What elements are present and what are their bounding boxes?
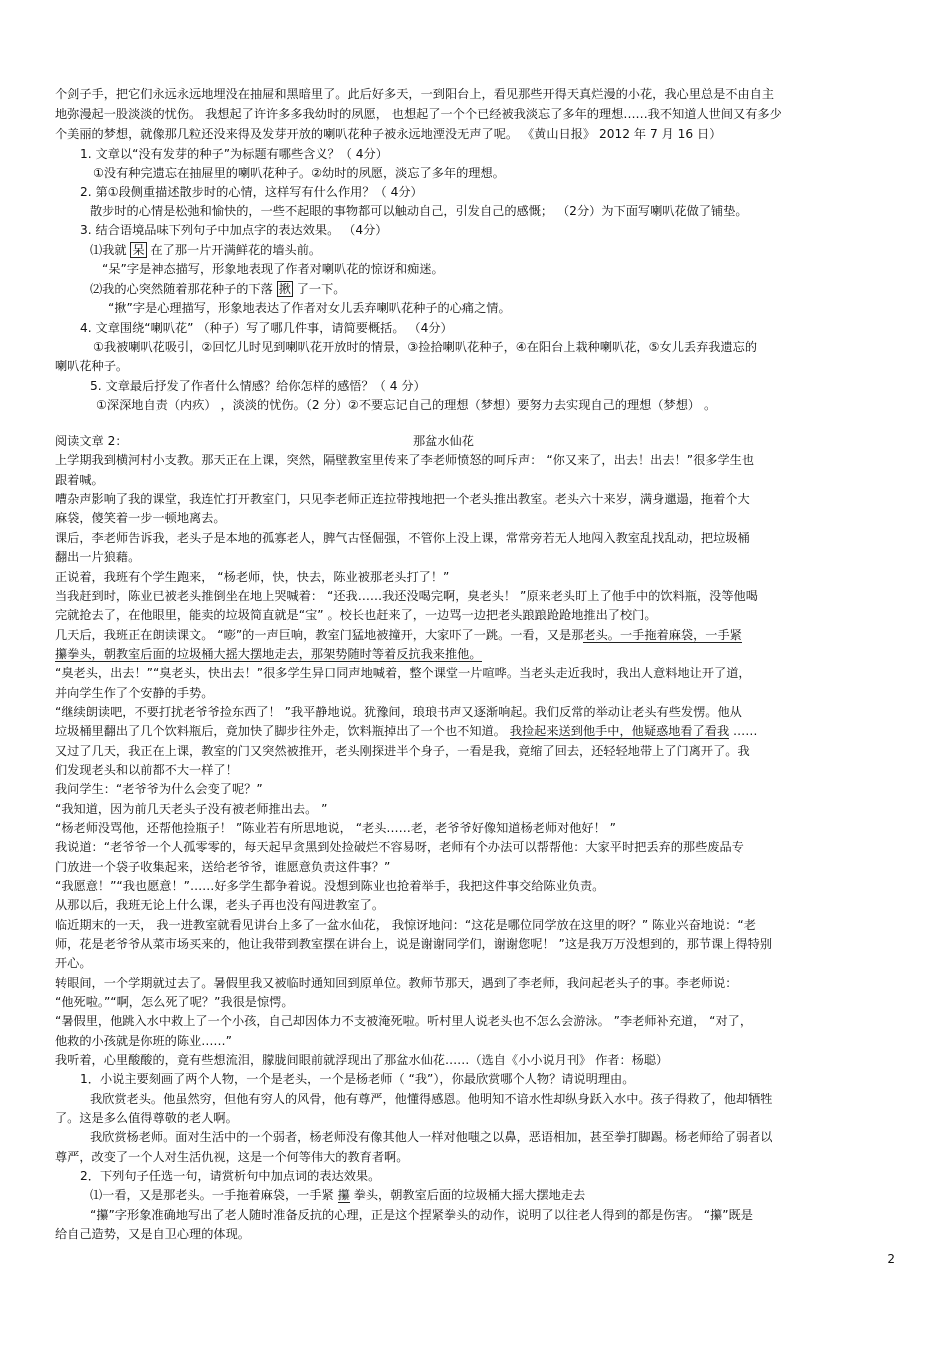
article-line: “暑假里，他跳入水中救上了一个小孩，自己却因体力不支被淹死啦。听村里人说老头也不怎么会游泳。 ”李老师补充道， “对了， xyxy=(55,1014,753,1028)
article-line: 课后，李老师告诉我，老头子是本地的孤寡老人，脾气古怪倔强，不管你上没上课，常常旁若无人地闯入教室乱找乱动，把垃圾桶 xyxy=(55,531,750,545)
answer-5: ①深深地自责（内疚） ，淡淡的忧伤。（2 分）②不要忘记自己的理想（梦想）要努力去实现自己的理想（梦想） 。 xyxy=(96,398,717,412)
underlined-phrase: 老头。一手拖着麻袋，一手紧 xyxy=(583,628,742,642)
article-line: 正说着，我班有个学生跑来， “杨老师，快，快去，陈业被那老头打了！” xyxy=(55,570,450,584)
article-line: “他死啦。”“啊，怎么死了呢？”我很是惊愕。 xyxy=(55,995,294,1009)
article-line: 们发现老头和以前都不大一样了！ xyxy=(55,763,238,777)
article-line: 他救的小孩就是你班的陈业……” xyxy=(55,1034,232,1048)
answer-2-1-line-1: 我欣赏老头。他虽然穷，但他有穷人的风骨，他有尊严，他懂得感恩。他明知不谙水性却纵身跃入水中。孩子得救了，他却牺牲 xyxy=(90,1092,773,1106)
article-line: 并向学生作了个安静的手势。 xyxy=(55,686,214,700)
dotted-word: 攥 xyxy=(337,1188,350,1202)
article-line: 完就抢去了，在他眼里，能卖的垃圾简直就是“宝” 。校长也赶来了，一边骂一边把老头踉踉跄跄地推出了校门。 xyxy=(55,608,657,622)
intro-line-3: 个美丽的梦想，就像那几粒还没来得及发芽开放的喇叭花种子被永远地湮没无声了呢。 《黄山日报》 2012 年 7 月 16 日） xyxy=(55,127,722,141)
answer-2-1-line-4: 尊严，改变了一个人对生活仇视，这是一个何等伟大的教育者啊。 xyxy=(55,1150,409,1164)
answer-4-line-2: 喇叭花种子。 xyxy=(55,359,129,373)
answer-2: 散步时的心情是松弛和愉快的，一些不起眼的事物都可以触动自己，引发自己的感慨； （2分）为下面写喇叭花做了铺垫。 xyxy=(90,204,748,218)
sentence-1-answer: “呆”字是神态描写，形象地表现了作者对喇叭花的惊讶和痴迷。 xyxy=(102,262,444,276)
article-line: 翻出一片狼藉。 xyxy=(55,550,141,564)
answer-4-line-1: ①我被喇叭花吸引，②回忆儿时见到喇叭花开放时的情景，③捡拾喇叭花种子，④在阳台上栽种喇叭花，⑤女儿丢弃我遗忘的 xyxy=(93,340,758,354)
answer-2-1-line-3: 我欣赏杨老师。面对生活中的一个弱者，杨老师没有像其他人一样对他嗤之以鼻，恶语相加，甚至拳打脚踢。杨老师给了弱者以 xyxy=(90,1130,773,1144)
article-line: 师，花是老爷爷从菜市场买来的，他让我带到教室摆在讲台上，说是谢谢同学们，谢谢您呢！ ”这是我万万没想到的，那节课上得特别 xyxy=(55,937,773,951)
article-line-underlined: 垃圾桶里翻出了几个饮料瓶后，竟加快了脚步往外走，饮料瓶掉出了一个也不知道。 我捡起来送到他手中，他疑惑地看了看我 …… xyxy=(55,724,758,738)
dotted-char-box: 呆 xyxy=(132,243,145,257)
article-line: 从那以后，我班无论上什么课，老头子再也没有闯进教室了。 xyxy=(55,898,385,912)
sentence-1: ⑴我就 呆 在了那一片开满鲜花的墙头前。 xyxy=(90,243,322,257)
article-line: 我问学生：“老爷爷为什么会变了呢？” xyxy=(55,782,263,796)
sentence-2-2: ⑴一看，又是那老头。一手拖着麻袋，一手紧 攥 拳头，朝教室后面的垃圾桶大摇大摆地走去 xyxy=(90,1188,586,1202)
article-line: “我知道，因为前几天老头子没有被老师推出去。 ” xyxy=(55,802,328,816)
article-line: 门放进一个袋子收集起来，送给老爷爷，谁愿意负责这件事？” xyxy=(55,860,391,874)
article-line: 嘈杂声影响了我的课堂，我连忙打开教室门，只见李老师正连拉带拽地把一个老头推出教室。老头六十来岁，满身邋遢，拖着个大 xyxy=(55,492,750,506)
answer-2-1-line-2: 了。这是多么值得尊敬的老人啊。 xyxy=(55,1111,238,1125)
answer-2-2-line-2: 给自己造势，又是自卫心理的体现。 xyxy=(55,1227,250,1241)
article-line: 开心。 xyxy=(55,956,92,970)
article-line: 我听着，心里酸酸的，竟有些想流泪，朦胧间眼前就浮现出了那盆水仙花……（选自《小小说月刊》 作者：杨聪） xyxy=(55,1053,669,1067)
article-line: 上学期我到横河村小支教。那天正在上课，突然，隔壁教室里传来了李老师愤怒的呵斥声： “你又来了，出去！出去！”很多学生也 xyxy=(55,453,755,467)
answer-1: ①没有种完遗忘在抽屉里的喇叭花种子。②幼时的夙愿，淡忘了多年的理想。 xyxy=(93,166,505,180)
article-line-underlined xyxy=(55,646,482,662)
question-2-1: 1．小说主要刻画了两个人物，一个是老头，一个是杨老师（ “我”），你最欣赏哪个人物？请说明理由。 xyxy=(80,1072,635,1086)
sentence-2: ⑵我的心突然随着那花种子的下落 揪 了一下。 xyxy=(90,282,346,296)
article-line-underlined: 几天后，我班正在朗读课文。 “嘭”的一声巨响，教室门猛地被撞开，大家吓了一跳。一看，又是那老头。一手拖着麻袋，一手紧 xyxy=(55,628,742,642)
sentence-2-answer: “揪”字是心理描写，形象地表达了作者对女儿丢弃喇叭花种子的心痛之情。 xyxy=(108,301,511,315)
article-line: 临近期末的一天， 我一进教室就看见讲台上多了一盆水仙花， 我惊讶地问：“这花是哪位同学放在这里的呀？” 陈业兴奋地说：“老 xyxy=(55,918,756,932)
underlined-phrase: 攥拳头，朝教室后面的垃圾桶大摇大摆地走去，那架势随时等着反抗我来推他。 xyxy=(55,647,482,661)
article-line: 麻袋，傻笑着一步一顿地离去。 xyxy=(55,511,226,525)
article-line: 我说道：“老爷爷一个人孤零零的，每天起早贪黑到处捡破烂不容易呀，老师有个办法可以帮帮他：大家平时把丢弃的那些废品专 xyxy=(55,840,744,854)
article-2-title: 那盆水仙花 xyxy=(413,434,474,448)
underlined-phrase: 我捡起来送到他手中，他疑惑地看了看我 xyxy=(509,724,730,738)
intro-line-2: 地弥漫起一股淡淡的忧伤。 我想起了许许多多我幼时的夙愿， 也想起了一个个已经被我淡忘了多年的理想……我不知道人世间又有多少 xyxy=(55,107,782,121)
question-5: 5. 文章最后抒发了作者什么情感？给你怎样的感悟？（ 4 分） xyxy=(90,379,426,393)
answer-2-2-line-1: “攥”字形象准确地写出了老人随时准备反抗的心理，正是这个捏紧拳头的动作，说明了以往老人得到的都是伤害。 “攥”既是 xyxy=(90,1208,753,1222)
question-2-2: 2．下列句子任选一句，请赏析句中加点词的表达效果。 xyxy=(80,1169,381,1183)
question-1: 1. 文章以“没有发芽的种子”为标题有哪些含义？（ 4分） xyxy=(80,147,388,161)
article-line: “我愿意！”“我也愿意！”……好多学生都争着说。没想到陈业也抢着举手，我把这件事交给陈业负责。 xyxy=(55,879,605,893)
article-line: “臭老头，出去！”“臭老头，快出去！”很多学生异口同声地喊着，整个课堂一片喧哗。当老头走近我时，我出人意料地让开了道， xyxy=(55,666,751,680)
article-line: “杨老师没骂他，还帮他捡瓶子！ ”陈业若有所思地说， “老头……老，老爷爷好像知道杨老师对他好！ ” xyxy=(55,821,616,835)
article-2-label: 阅读文章 2： xyxy=(55,434,128,448)
article-line: 当我赶到时，陈业已被老头推倒坐在地上哭喊着： “还我……我还没喝完啊，臭老头！ ”原来老头盯上了他手中的饮料瓶，没等他喝 xyxy=(55,589,758,603)
article-line: 又过了几天，我正在上课，教室的门又突然被推开，老头刚探进半个身子，一看是我，竟缩了回去，还轻轻地带上了门离开了。我 xyxy=(55,744,750,758)
dotted-char-box: 揪 xyxy=(278,282,291,296)
intro-line-1: 个剑子手，把它们永远永远地埋没在抽屉和黑暗里了。此后好多天，一到阳台上，看见那些开得天真烂漫的小花，我心里总是不由自主 xyxy=(55,87,775,101)
article-line: “继续朗读吧，不要打扰老爷爷捡东西了！ ”我平静地说。犹豫间，琅琅书声又逐渐响起。我们反常的举动让老头有些发愣。他从 xyxy=(55,705,742,719)
question-4: 4. 文章围绕“喇叭花” （种子）写了哪几件事，请简要概括。 （4分） xyxy=(80,321,453,335)
question-3: 3. 结合语境品味下列句子中加点字的表达效果。 （4分） xyxy=(80,223,388,237)
article-line: 跟着喊。 xyxy=(55,473,104,487)
article-line: 转眼间，一个学期就过去了。暑假里我又被临时通知回到原单位。教师节那天，遇到了李老师，我问起老头子的事。李老师说： xyxy=(55,976,738,990)
question-2: 2. 第①段侧重描述散步时的心情，这样写有什么作用？（ 4分） xyxy=(80,185,423,199)
page-number: 2 xyxy=(887,1252,895,1266)
